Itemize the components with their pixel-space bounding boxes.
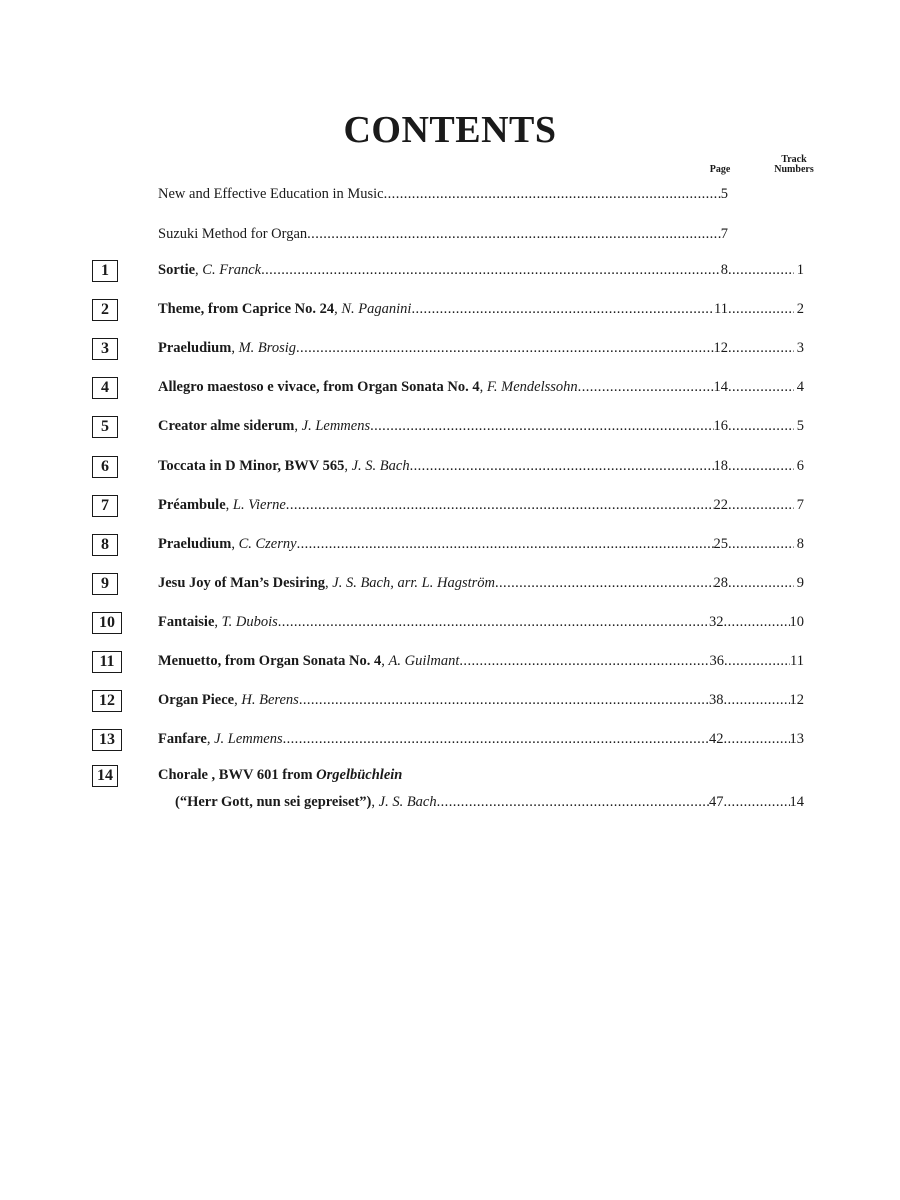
toc-entry-composer: C. Franck — [202, 262, 262, 278]
toc-page-number: 18 — [713, 458, 728, 474]
toc-entry-composer: J. Lemmens — [301, 418, 371, 434]
toc-entry-title: Jesu Joy of Man’s Desiring, J. S. Bach, arr. L. Hagström — [158, 575, 495, 591]
track-number-box: 6 — [92, 456, 118, 478]
toc-entry-title-main: Organ Piece — [158, 692, 235, 708]
toc-track-number: 5 — [796, 418, 804, 434]
dot-leader — [296, 340, 713, 357]
dot-leader — [297, 536, 714, 553]
toc-entry-row[interactable] — [158, 575, 804, 595]
dot-leader — [724, 794, 790, 811]
toc-entry-title: Theme, from Caprice No. 24, N. Paganini — [158, 301, 412, 317]
dot-leader — [728, 340, 794, 357]
dot-leader — [459, 653, 709, 670]
dot-leader — [724, 653, 790, 670]
toc-entry-composer: T. Dubois — [221, 614, 278, 630]
toc-entry-title: Sortie, C. Franck — [158, 262, 262, 278]
toc-entry-row[interactable] — [158, 536, 804, 556]
toc-page-number: 36 — [709, 653, 725, 669]
toc-entry-row[interactable] — [158, 458, 804, 478]
dot-leader — [410, 458, 714, 475]
dot-leader — [728, 379, 794, 396]
dot-leader — [411, 301, 714, 318]
toc-entry-title-main: Theme, from Caprice No. 24 — [158, 301, 335, 317]
toc-entry-row[interactable] — [158, 301, 804, 321]
toc-entry-row[interactable] — [158, 262, 804, 282]
dot-leader — [495, 575, 714, 592]
toc-entry-title — [158, 767, 402, 784]
dot-leader — [728, 262, 794, 279]
toc-track-number: 8 — [796, 536, 804, 552]
toc-track-number: 2 — [796, 301, 804, 317]
dot-leader — [299, 692, 709, 709]
track-number-box: 10 — [92, 612, 122, 634]
toc-entry-title-main: Toccata in D Minor, BWV 565 — [158, 458, 345, 474]
toc-entry-title-main: Fanfare — [158, 731, 207, 747]
toc-entry-composer: C. Czerny — [238, 536, 297, 552]
toc-page-number: 42 — [709, 731, 724, 747]
column-header-track-numbers — [768, 155, 820, 175]
toc-page-number: 38 — [709, 692, 724, 708]
toc-page-number: 8 — [720, 262, 728, 278]
toc-page-number: 12 — [713, 340, 728, 356]
toc-page-number: 11 — [714, 301, 728, 317]
toc-entry-title-main: Creator alme siderum — [158, 418, 295, 434]
toc-page-number: 5 — [720, 186, 728, 202]
toc-track-number: 11 — [790, 653, 804, 669]
toc-track-number: 9 — [796, 575, 804, 591]
toc-intro-title: Suzuki Method for Organ — [158, 226, 308, 242]
toc-entry-row[interactable] — [158, 731, 804, 751]
toc-entry-title: Praeludium, M. Brosig — [158, 340, 297, 356]
toc-entry-title-main: Praeludium — [158, 340, 232, 356]
toc-page-number: 28 — [713, 575, 728, 591]
toc-track-number: 6 — [796, 458, 804, 474]
dot-leader — [724, 692, 790, 709]
track-number-box: 12 — [92, 690, 122, 712]
toc-entry-row[interactable] — [158, 340, 804, 360]
toc-entry-row[interactable] — [158, 418, 804, 438]
dot-leader — [728, 301, 794, 318]
track-number-box: 4 — [92, 377, 118, 399]
toc-page-number: 22 — [713, 497, 728, 513]
dot-leader — [307, 226, 721, 243]
toc-entry-title: Menuetto, from Organ Sonata No. 4, A. Guilmant — [158, 653, 460, 669]
toc-entry-composer: A. Guilmant — [388, 653, 460, 669]
toc-track-number: 4 — [796, 379, 804, 395]
toc-entry-title: Toccata in D Minor, BWV 565, J. S. Bach — [158, 458, 410, 474]
page-title: CONTENTS — [343, 109, 557, 151]
toc-entry-title: Creator alme siderum, J. Lemmens — [158, 418, 371, 434]
toc-track-number: 13 — [789, 731, 804, 747]
dot-leader — [437, 794, 709, 811]
toc-entry-title: Fantaisie, T. Dubois — [158, 614, 278, 630]
toc-entry-title: Organ Piece, H. Berens — [158, 692, 299, 708]
dot-leader — [283, 731, 709, 748]
dot-leader — [370, 418, 713, 435]
toc-entry-row[interactable] — [158, 653, 804, 673]
toc-entry-row[interactable] — [158, 767, 758, 787]
toc-track-number: 14 — [789, 794, 804, 810]
toc-entry-title-main: Chorale , BWV 601 from — [158, 767, 317, 783]
toc-page-number: 47 — [709, 794, 724, 810]
track-number-box: 3 — [92, 338, 118, 360]
track-number-box: 2 — [92, 299, 118, 321]
toc-entry-title-main: Menuetto, from Organ Sonata No. 4 — [158, 653, 382, 669]
track-number-box: 5 — [92, 416, 118, 438]
toc-entry-row[interactable] — [158, 497, 804, 517]
toc-entry-title-italic: Orgelbüchlein — [316, 767, 403, 783]
track-number-box: 8 — [92, 534, 118, 556]
toc-page-number: 25 — [713, 536, 728, 552]
toc-entry-composer: M. Brosig — [238, 340, 297, 356]
dot-leader — [728, 418, 794, 435]
dot-leader — [728, 575, 794, 592]
toc-intro-row[interactable] — [158, 186, 728, 206]
dot-leader — [261, 262, 721, 279]
toc-entry-row[interactable] — [158, 692, 804, 712]
toc-track-number: 3 — [796, 340, 804, 356]
dot-leader — [728, 458, 794, 475]
toc-page-number: 16 — [713, 418, 728, 434]
dot-leader — [724, 614, 790, 631]
toc-entry-title-main: Préambule — [158, 497, 226, 513]
toc-entry-row[interactable] — [158, 614, 804, 634]
dot-leader — [728, 536, 794, 553]
toc-intro-row[interactable] — [158, 226, 728, 246]
toc-entry-row[interactable] — [158, 379, 804, 399]
toc-intro-title: New and Effective Education in Music — [158, 186, 384, 202]
dot-leader — [286, 497, 714, 514]
toc-entry-composer: J. Lemmens — [214, 731, 283, 747]
toc-entry-composer: J. S. Bach — [351, 458, 410, 474]
toc-entry-row-continued[interactable] — [175, 794, 804, 814]
track-number-box: 7 — [92, 495, 118, 517]
toc-entry-composer: F. Mendelssohn — [486, 379, 578, 395]
track-number-box: 11 — [92, 651, 122, 673]
column-header-track-line1: Track — [781, 154, 807, 165]
dot-leader — [384, 186, 721, 203]
toc-entry-title-main: Allegro maestoso e vivace, from Organ Sonata No. 4 — [158, 379, 480, 395]
toc-entry-composer: J. S. Bach — [378, 794, 437, 810]
column-header-page: Page — [709, 164, 731, 175]
toc-entry-title: Praeludium, C. Czerny — [158, 536, 297, 552]
toc-entry-title-main: Praeludium — [158, 536, 232, 552]
toc-page-number: 7 — [720, 226, 728, 242]
toc-entry-composer: H. Berens — [241, 692, 299, 708]
toc-entry-title-main: Sortie — [158, 262, 196, 278]
toc-entry-title: Fanfare, J. Lemmens — [158, 731, 283, 747]
toc-track-number: 1 — [796, 262, 804, 278]
toc-page-number: 14 — [713, 379, 728, 395]
toc-entry-composer: J. S. Bach, arr. L. Hagström — [332, 575, 495, 591]
toc-track-number: 7 — [796, 497, 804, 513]
toc-entry-title: (“Herr Gott, nun sei gepreiset”), J. S. Bach — [175, 794, 437, 810]
dot-leader — [728, 497, 794, 514]
toc-entry-title-main: Fantaisie — [158, 614, 215, 630]
toc-entry-title-main: (“Herr Gott, nun sei gepreiset”) — [175, 794, 372, 810]
column-header-track-line2: Numbers — [774, 164, 814, 175]
track-number-box: 14 — [92, 765, 118, 787]
toc-entry-title: Allegro maestoso e vivace, from Organ Sonata No. 4, F. Mendelssohn — [158, 379, 578, 395]
toc-page-number: 32 — [709, 614, 724, 630]
toc-track-number: 10 — [789, 614, 804, 630]
track-number-box: 13 — [92, 729, 122, 751]
dot-leader — [724, 731, 790, 748]
toc-entry-title: Préambule, L. Vierne — [158, 497, 286, 513]
toc-track-number: 12 — [789, 692, 804, 708]
dot-leader — [578, 379, 714, 396]
toc-entry-title-main: Jesu Joy of Man’s Desiring — [158, 575, 326, 591]
track-number-box: 9 — [92, 573, 118, 595]
toc-entry-composer: L. Vierne — [232, 497, 286, 513]
track-number-box: 1 — [92, 260, 118, 282]
dot-leader — [278, 614, 709, 631]
toc-entry-composer: N. Paganini — [341, 301, 412, 317]
